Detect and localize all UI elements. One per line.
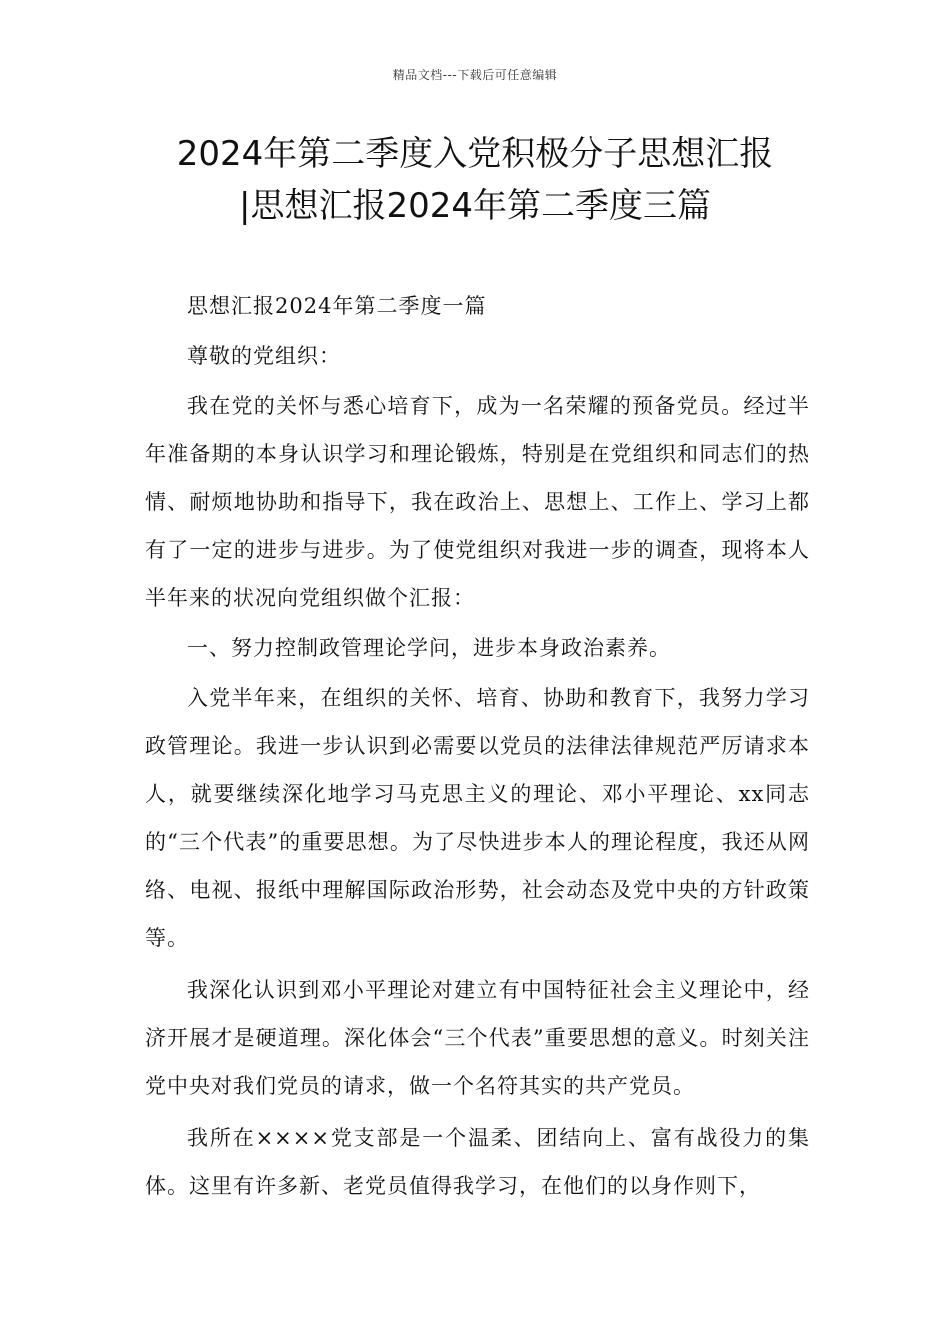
document-body <box>145 282 810 1212</box>
header-note: 精品文档---下载后可任意编辑 <box>392 68 558 82</box>
paragraph: 我所在××××党支部是一个温柔、团结向上、富有战役力的集体。这里有许多新、老党员值得我学习，在他们的以身作则下， <box>145 1126 810 1198</box>
title-line-1: 2024年第二季度入党积极分子思想汇报 <box>176 134 774 174</box>
title-line-2: |思想汇报2024年第二季度三篇 <box>239 186 711 226</box>
document-title <box>110 128 840 232</box>
section-heading: 思想汇报2024年第二季度一篇 <box>187 294 487 318</box>
salutation: 尊敬的党组织： <box>187 344 341 368</box>
paragraph: 入党半年来，在组织的关怀、培育、协助和教育下，我努力学习政管理论。我进一步认识到必需要以党员的法律法律规范严厉请求本人，就要继续深化地学习马克思主义的理论、邓小平理论、xx同志的“三个代表”的重要思想。为了尽快进步本人的理论程度，我还从网络、电视、报纸中理解国际政治形势，社会动态及党中央的方针政策等。 <box>145 686 810 950</box>
subheading: 一、努力控制政管理论学问，进步本身政治素养。 <box>187 636 671 660</box>
paragraph: 我在党的关怀与悉心培育下，成为一名荣耀的预备党员。经过半年准备期的本身认识学习和理论锻炼，特别是在党组织和同志们的热情、耐烦地协助和指导下，我在政治上、思想上、工作上、学习上都有了一定的进步与进步。为了使党组织对我进一步的调查，现将本人半年来的状况向党组织做个汇报： <box>145 394 810 610</box>
paragraph: 我深化认识到邓小平理论对建立有中国特征社会主义理论中，经济开展才是硬道理。深化体会“三个代表”重要思想的意义。时刻关注党中央对我们党员的请求，做一个名符其实的共产党员。 <box>145 978 810 1098</box>
